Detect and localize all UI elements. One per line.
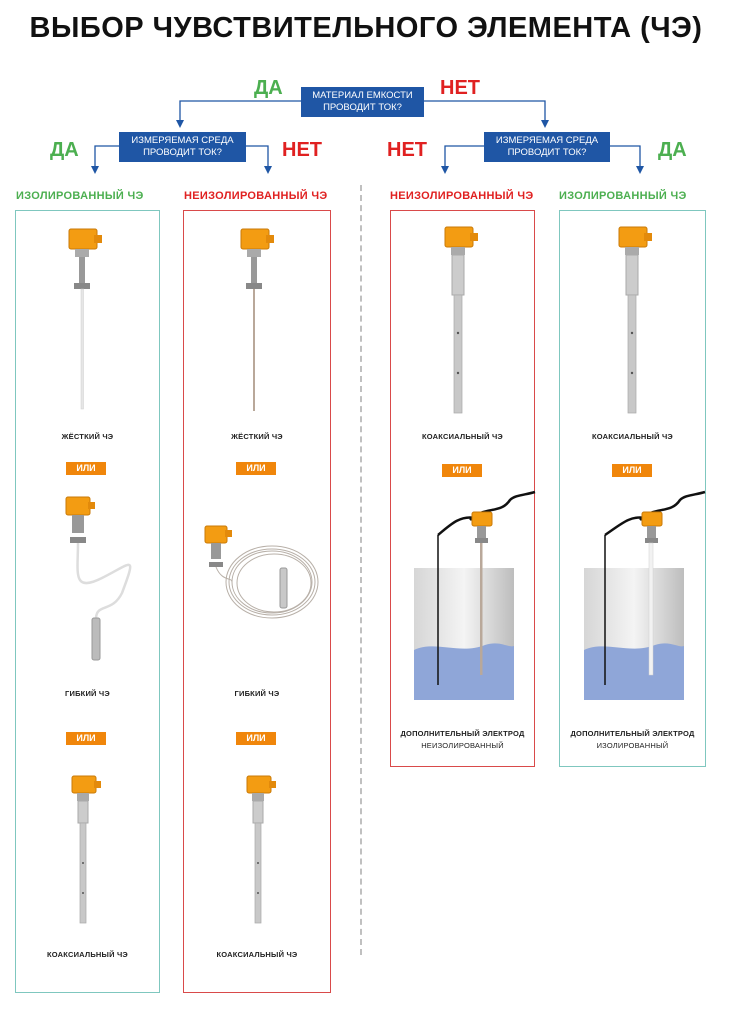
probe-caption: ГИБКИЙ ЧЭ [234,689,280,698]
page-title: ВЫБОР ЧУВСТВИТЕЛЬНОГО ЭЛЕМЕНТА (ЧЭ) [29,12,703,44]
answer-yes: ДА [254,77,283,99]
or-badge: ИЛИ [612,464,652,477]
or-badge: ИЛИ [66,462,106,475]
coaxial-probe-icon [440,223,480,418]
probe-caption: КОАКСИАЛЬНЫЙ ЧЭ [422,432,503,441]
or-badge: ИЛИ [66,732,106,745]
rigid-probe-icon [236,225,276,415]
or-badge: ИЛИ [442,464,482,477]
flexible-coil-probe-icon [202,522,322,632]
probe-caption: ГИБКИЙ ЧЭ [65,689,110,698]
probe-caption: ЖЁСТКИЙ ЧЭ [231,432,283,441]
question-line: ИЗМЕРЯЕМАЯ СРЕДА [131,135,234,146]
probe-caption: КОАКСИАЛЬНЫЙ ЧЭ [47,950,128,959]
column-heading: ИЗОЛИРОВАННЫЙ ЧЭ [16,190,144,202]
rigid-probe-icon [64,225,104,415]
question-medium-left [119,132,246,162]
coaxial-probe-icon [241,773,281,928]
answer-yes: ДА [658,139,687,161]
column-heading: ИЗОЛИРОВАННЫЙ ЧЭ [559,190,687,202]
answer-no: НЕТ [440,77,480,99]
column-heading: НЕИЗОЛИРОВАННЫЙ ЧЭ [390,190,534,202]
tank-with-electrode-icon [560,490,705,705]
question-line: ИЗМЕРЯЕМАЯ СРЕДА [495,135,599,146]
question-line: ПРОВОДИТ ТОК? [507,147,587,158]
answer-no: НЕТ [282,139,322,161]
question-line: МАТЕРИАЛ ЕМКОСТИ [312,90,413,101]
probe-caption: КОАКСИАЛЬНЫЙ ЧЭ [592,432,673,441]
answer-yes: ДА [50,139,79,161]
column-divider [360,185,362,955]
coaxial-probe-icon [614,223,654,418]
tank-with-electrode-icon [390,490,535,705]
probe-caption: ЖЁСТКИЙ ЧЭ [61,432,114,441]
extra-electrode-caption: ДОПОЛНИТЕЛЬНЫЙ ЭЛЕКТРОД [400,729,525,738]
or-badge: ИЛИ [236,732,276,745]
extra-electrode-caption: НЕИЗОЛИРОВАННЫЙ [421,741,504,750]
extra-electrode-caption: ДОПОЛНИТЕЛЬНЫЙ ЭЛЕКТРОД [570,729,695,738]
coaxial-probe-icon [66,773,106,928]
question-medium-right [484,132,610,162]
probe-caption: КОАКСИАЛЬНЫЙ ЧЭ [216,950,298,959]
extra-electrode-caption: ИЗОЛИРОВАННЫЙ [596,741,669,750]
answer-no: НЕТ [387,139,427,161]
question-tank-material [301,87,424,117]
question-line: ПРОВОДИТ ТОК? [323,102,402,113]
flexible-probe-icon [62,493,142,668]
question-line: ПРОВОДИТ ТОК? [143,147,222,158]
column-heading: НЕИЗОЛИРОВАННЫЙ ЧЭ [184,190,328,202]
or-badge: ИЛИ [236,462,276,475]
